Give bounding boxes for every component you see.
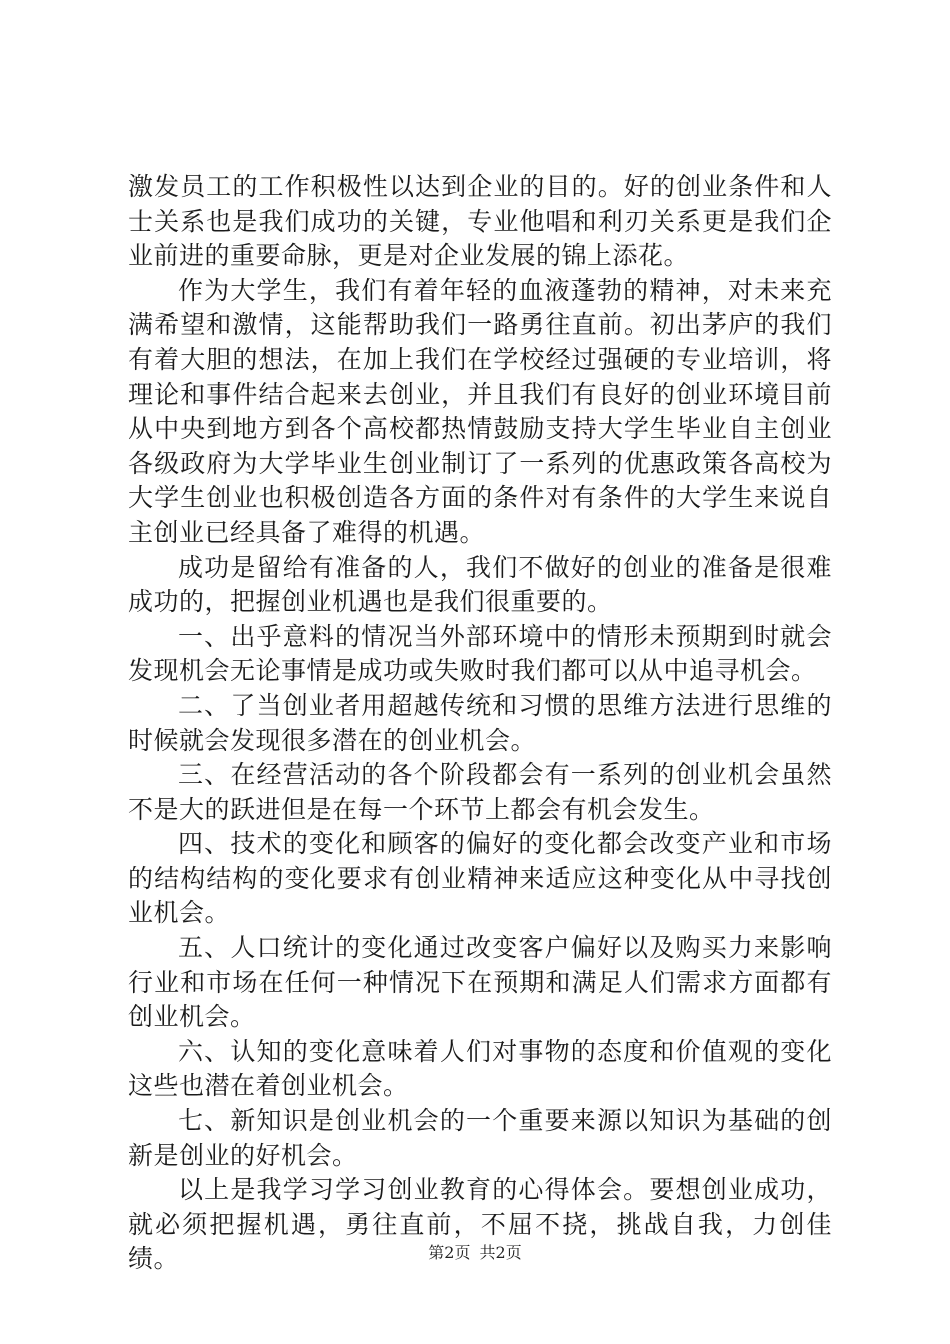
paragraph-6: 三、在经营活动的各个阶段都会有一系列的创业机会虽然不是大的跃进但是在每一个环节上都会有机会发生。: [128, 760, 832, 824]
paragraph-8: 五、人口统计的变化通过改变客户偏好以及购买力来影响行业和市场在任何一种情况下在预期和满足人们需求方面都有创业机会。: [128, 933, 832, 1032]
document-body: [128, 170, 832, 1277]
paragraph-7: 四、技术的变化和顾客的偏好的变化都会改变产业和市场的结构结构的变化要求有创业精神来适应这种变化从中寻找创业机会。: [128, 829, 832, 928]
paragraph-3: 成功是留给有准备的人，我们不做好的创业的准备是很难成功的，把握创业机遇也是我们很重要的。: [128, 552, 832, 617]
paragraph-5: 二、了当创业者用超越传统和习惯的思维方法进行思维的时候就会发现很多潜在的创业机会。: [128, 690, 832, 755]
paragraph-4: 一、出乎意料的情况当外部环境中的情形未预期到时就会发现机会无论事情是成功或失败时我们都可以从中追寻机会。: [128, 621, 832, 686]
paragraph-11: 以上是我学习学习创业教育的心得体会。要想创业成功，就必须把握机遇，勇往直前，不屈不挠，挑战自我，力创佳绩。: [128, 1175, 832, 1274]
page-footer: [0, 1240, 950, 1263]
paragraph-1: 激发员工的工作积极性以达到企业的目的。好的创业条件和人士关系也是我们成功的关键，专业他唱和利刃关系更是我们企业前进的重要命脉，更是对企业发展的锦上添花。: [128, 172, 832, 271]
paragraph-10: 七、新知识是创业机会的一个重要来源以知识为基础的创新是创业的好机会。: [128, 1106, 832, 1170]
page-number: 第2页: [428, 1243, 471, 1262]
paragraph-2: 作为大学生，我们有着年轻的血液蓬勃的精神，对未来充满希望和激情，这能帮助我们一路勇往直前。初出茅庐的我们有着大胆的想法，在加上我们在学校经过强硬的专业培训，将理论和事件结合起来去创业，并且我们有良好的创业环境目前从中央到地方到各个高校都热情鼓励支持大学生毕业自主创业各级政府为大学毕业生创业制订了一系列的优惠政策各高校为大学生创业也积极创造各方面的条件对有条件的大学生来说自主创业已经具备了难得的机遇。: [128, 275, 832, 547]
page-total: 共2页: [479, 1243, 522, 1262]
paragraph-9: 六、认知的变化意味着人们对事物的态度和价值观的变化这些也潜在着创业机会。: [128, 1036, 832, 1101]
